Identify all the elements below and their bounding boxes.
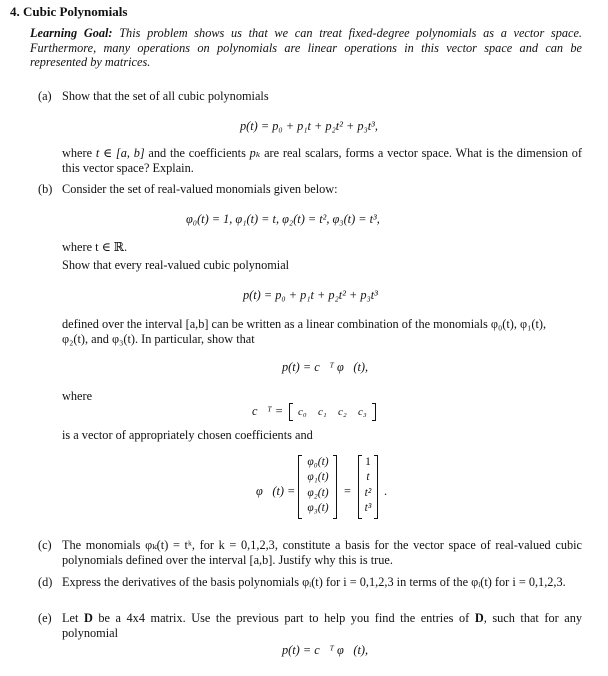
part-b-show-line: Show that every real-valued cubic polynomial (62, 258, 290, 272)
part-e-equation: p(t) = c⃗ᵀ φ⃗(t), (282, 643, 369, 657)
part-b-where: where (62, 389, 93, 403)
phi-entry-2: φ₂(t) (307, 487, 329, 499)
mono-entry-0: 1 (365, 456, 371, 468)
part-b-defined-line-2: φ₂(t), and φ₃(t). In particular, show that (62, 332, 255, 346)
row-entry-c3: c₃ (358, 406, 367, 418)
phi-vector-lhs: φ⃗(t) = (256, 484, 296, 498)
coefficient-row-lhs: c⃗ᵀ = (252, 404, 284, 418)
learning-goal-text: This problem shows us that we can treat fixed-degree polynomials as a vector space. Furthermore, many operations on polynomials are linear operations in this vector space and can be represented by matrices. (30, 26, 582, 69)
part-e-text (62, 611, 582, 640)
part-c-label: (c) (38, 538, 52, 552)
part-b-where-line: where t ∈ ℝ. (62, 240, 128, 254)
part-b-polynomial-equation: p(t) = p₀ + p₁t + p₂t² + p₃t³ (243, 288, 378, 302)
part-e-text-3: , such that for any polynomial (62, 611, 583, 640)
part-b-inner-product-equation: p(t) = c⃗ᵀ φ⃗(t), (282, 360, 369, 374)
mono-entry-1: t (366, 471, 370, 483)
part-b-label: (b) (38, 182, 53, 196)
mono-entry-3: t³ (364, 502, 372, 514)
mono-bracket-right (374, 455, 378, 519)
part-a-label: (a) (38, 89, 52, 103)
row-entry-c0: c₀ (298, 406, 307, 418)
part-a-interval: t ∈ [a, b] (95, 146, 145, 160)
row-bracket-right (372, 403, 376, 421)
part-a-after-prefix: where (62, 146, 93, 160)
phi-period: . (384, 484, 388, 498)
part-a-coefficient: pₖ (249, 146, 261, 160)
part-b-text: Consider the set of real-valued monomials given below: (62, 182, 338, 196)
part-e-label: (e) (38, 611, 52, 625)
part-e-text-1: Let (62, 611, 79, 625)
phi-entry-3: φ₃(t) (307, 502, 329, 514)
row-entry-c1: c₁ (318, 406, 327, 418)
part-a-after (62, 146, 582, 175)
mono-entry-2: t² (364, 487, 372, 499)
part-c-text: The monomials φₖ(t) = tᵏ, for k = 0,1,2,3, constitute a basis for the vector space of real-valued cubic polynomials defined over the interval [a,b]. Justify why this is true. (62, 538, 582, 567)
part-b-vector-line: is a vector of appropriately chosen coefficients and (62, 428, 313, 442)
part-e-text-2: be a 4x4 matrix. Use the previous part to help you find the entries of (98, 611, 470, 625)
part-e-matrix-d-2: D (474, 611, 484, 625)
phi-entry-1: φ₁(t) (307, 471, 329, 483)
learning-goal (30, 26, 582, 70)
learning-goal-label: Learning Goal: (30, 26, 113, 40)
part-a-after-rest: are real scalars, forms a vector space. What is the dimension of this vector space? Explain. (62, 146, 582, 175)
part-b-defined-line-1: defined over the interval [a,b] can be written as a linear combination of the monomials φ₀(t), φ₁(t), (62, 317, 547, 331)
part-a-text: Show that the set of all cubic polynomials (62, 89, 269, 103)
phi-equals: = (344, 484, 351, 498)
problem-title: 4. Cubic Polynomials (10, 4, 128, 19)
part-a-equation: p(t) = p₀ + p₁t + p₂t² + p₃t³, (240, 119, 378, 133)
part-d-text: Express the derivatives of the basis polynomials φᵢ(t) for i = 0,1,2,3 in terms of the φᵢ(t) for i = 0,1,2,3. (62, 575, 566, 589)
phi-bracket-right (333, 455, 337, 519)
part-b-monomials-equation: φ₀(t) = 1, φ₁(t) = t, φ₂(t) = t², φ₃(t) = t³, (186, 212, 380, 226)
row-bracket-left (289, 403, 293, 421)
phi-entry-0: φ₀(t) (307, 456, 329, 468)
part-d-label: (d) (38, 575, 53, 589)
row-entry-c2: c₂ (338, 406, 347, 418)
part-e-matrix-d: D (83, 611, 93, 625)
part-a-after-mid: and the coefficients (148, 146, 246, 160)
